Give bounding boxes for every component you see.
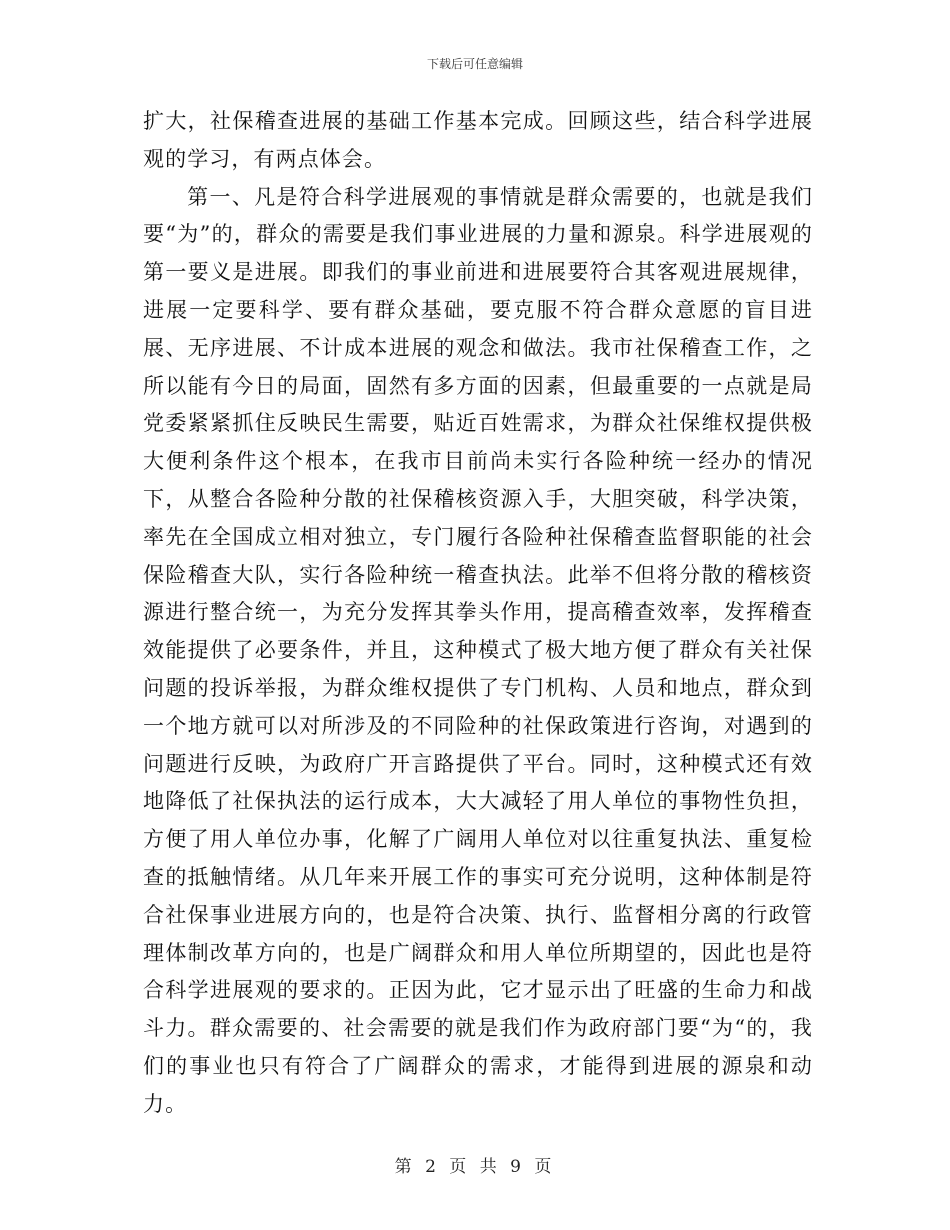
paragraph-continuation: 扩大，社保稽查进展的基础工作基本完成。回顾这些，结合科学进展观的学习，有两点体会。 — [143, 109, 813, 171]
paragraph-first-insight: 第一、凡是符合科学进展观的事情就是群众需要的，也就是我们要“为”的，群众的需要是我们事业进展的力量和源泉。科学进展观的第一要义是进展。即我们的事业前进和进展要符合其客观进展规律，进展一定要科学、要有群众基础，要克服不符合群众意愿的盲目进展、无序进展、不计成本进展的观念和做法。我市社保稽查工作，之所以能有今日的局面，固然有多方面的因素，但最重要的一点就是局党委紧紧抓住反映民生需要，贴近百姓需求，为群众社保维权提供极大便利条件这个根本，在我市目前尚未实行各险种统一经办的情况下，从整合各险种分散的社保稽核资源入手，大胆突破，科学决策，率先在全国成立相对独立，专门履行各险种社保稽查监督职能的社会保险稽查大队，实行各险种统一稽查执法。此举不但将分散的稽核资源进行整合统一，为充分发挥其拳头作用，提高稽查效率，发挥稽查效能提供了必要条件，并且，这种模式了极大地方便了群众有关社保问题的投诉举报，为群众维权提供了专门机构、人员和地点，群众到一个地方就可以对所涉及的不同险种的社保政策进行咨询，对遇到的问题进行反映，为政府广开言路提供了平台。同时，这种模式还有效地降低了社保执法的运行成本，大大减轻了用人单位的事物性负担，方便了用人单位办事，化解了广阔用人单位对以往重复执法、重复检查的抵触情绪。从几年来开展工作的事实可充分说明，这种体制是符合社保事业进展方向的，也是符合决策、执行、监督相分离的行政管理体制改革方向的，也是广阔群众和用人单位所期望的，因此也是符合科学进展观的要求的。正因为此，它才显示出了旺盛的生命力和战斗力。群众需要的、社会需要的就是我们作为政府部门要“为“的，我们的事业也只有符合了广阔群众的需求，才能得到进展的源泉和动力。 — [143, 184, 813, 1116]
page-header: 下载后可任意编辑 — [426, 57, 523, 71]
page-footer: 第 2 页 共 9 页 — [394, 1157, 556, 1177]
document-body — [143, 103, 813, 1124]
